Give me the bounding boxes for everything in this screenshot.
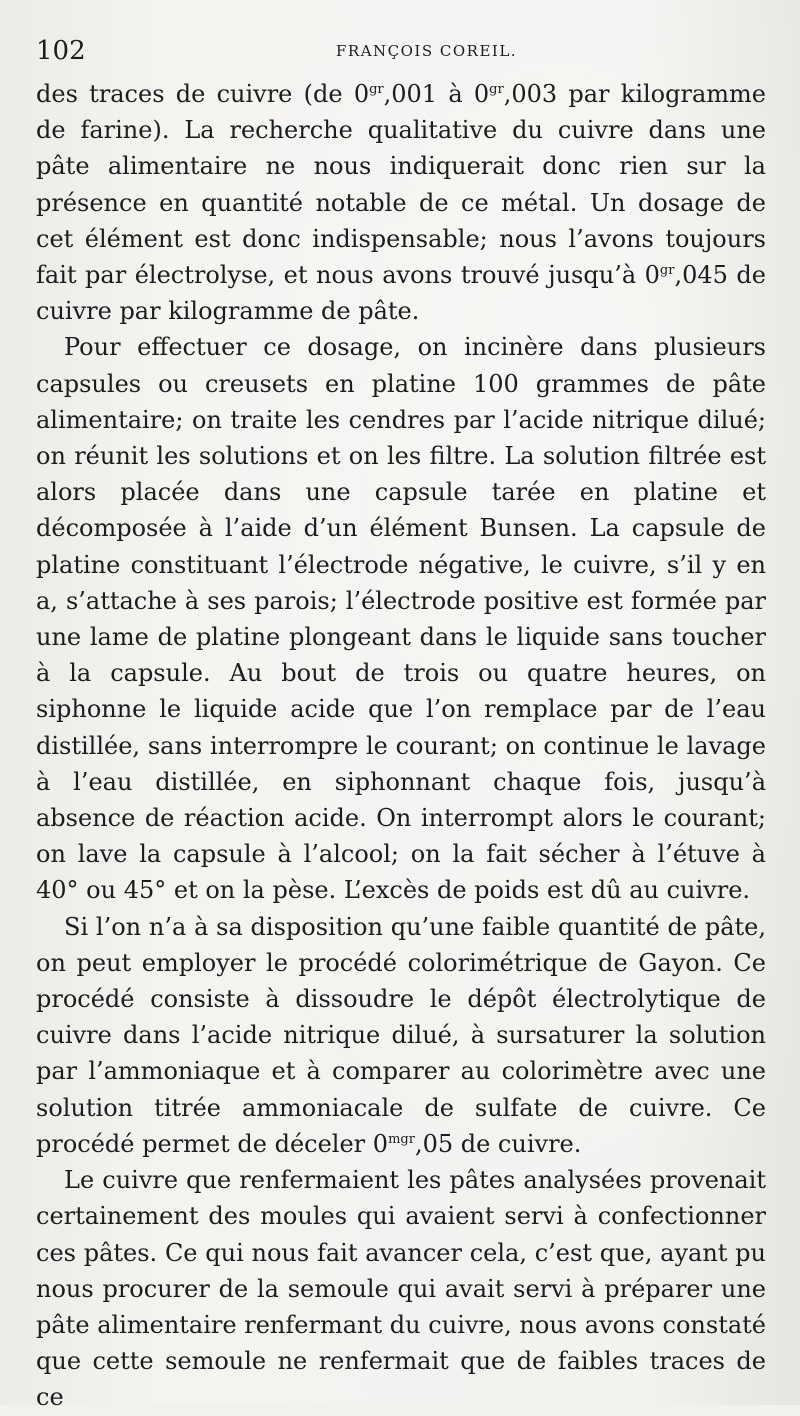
page-number: 102 [36, 36, 86, 66]
paragraph-4 [36, 1162, 766, 1415]
running-head: FRANÇOIS COREIL. [336, 42, 518, 60]
text-run: Le cuivre que renfermaient les pâtes analysées provenait certainement des moules qui avaient servi à confectionner ces pâtes. Ce qui nous fait avancer cela, c’est que, ayant pu nous procurer de la semoule qui avait servi à préparer une pâte alimentaire renfermant du cuivre, nous avons constaté que cette semoule ne renfermait que de faibles traces de ce [36, 1166, 766, 1412]
unit-superscript: gr [369, 82, 384, 97]
body-text [36, 76, 766, 1416]
text-run: des traces de cuivre (de 0 [36, 80, 370, 108]
unit-superscript: gr [659, 263, 675, 279]
unit-superscript: gr [489, 82, 504, 97]
text-run: ,003 par kilogramme de farine). La recherche qualitative du cuivre dans une pâte alimentaire ne nous indiquerait donc rien sur la présence en quantité notable de ce métal. Un dosage de cet élément est donc indispensable; nous l’avons toujours fait par électrolyse, et nous avons trouvé jusqu’à 0 [36, 80, 766, 290]
paragraph-1 [36, 76, 766, 329]
paragraph-3 [36, 909, 766, 1162]
text-run: Pour effectuer ce dosage, on incinère dans plusieurs capsules ou creusets en platine 100 grammes de pâte alimentaire; on traite les cendres par l’acide nitrique dilué; on réunit les solutions et on les filtre. La solution filtrée est alors placée dans une capsule tarée en platine et décomposée à l’aide d’un élément Bunsen. La capsule de platine constituant l’électrode négative, le cuivre, s’il y en a, s’attache à ses parois; l’électrode positive est formée par une lame de platine plongeant dans le liquide sans toucher à la capsule. Au bout de trois ou quatre heures, on siphonne le liquide acide que l’on remplace par de l’eau distillée, sans interrompre le courant; on continue le lavage à l’eau distillée, en siphonnant chaque fois, jusqu’à absence de réaction acide. On interrompt alors le courant; on lave la capsule à l’alcool; on la fait sécher à l’étuve à 40° ou 45° et on la pèse. L’excès de poids est dû au cuivre. [36, 333, 766, 905]
paragraph-2 [36, 329, 766, 908]
unit-superscript: mgr [388, 1131, 415, 1147]
text-run: Si l’on n’a à sa disposition qu’une faible quantité de pâte, on peut employer le procédé colorimétrique de Gayon. Ce procédé consiste à dissoudre le dépôt électrolytique de cuivre dans l’acide nitrique dilué, à sursaturer la solution par l’ammoniaque et à comparer au colorimètre avec une solution titrée ammoniacale de sulfate de cuivre. Ce procédé permet de déceler 0 [36, 912, 766, 1158]
page-header [36, 36, 766, 66]
text-run: ,045 de cuivre par kilogramme de pâte. [36, 261, 766, 326]
text-run: ,001 à 0 [383, 80, 490, 108]
text-run: ,05 de cuivre. [414, 1129, 582, 1158]
